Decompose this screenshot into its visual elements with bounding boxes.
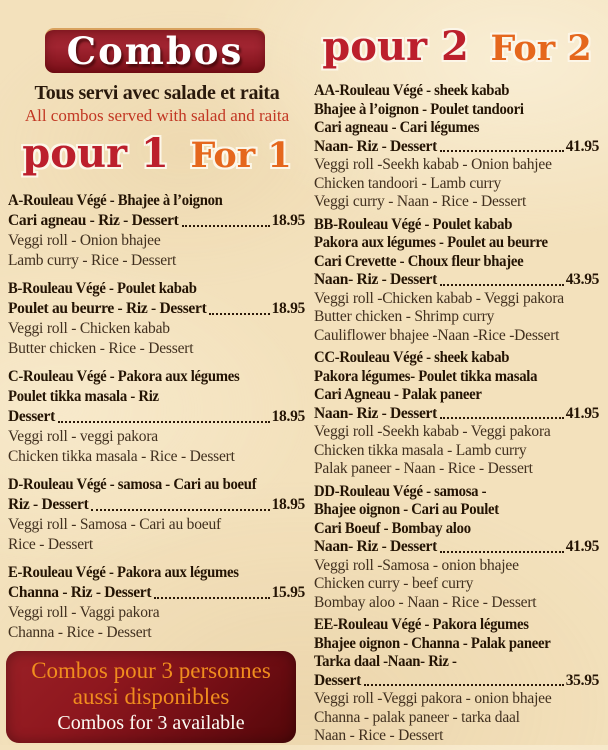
section-price-row (314, 271, 599, 290)
section-price-text: Cari agneau - Riz - Dessert (8, 212, 179, 229)
menu-section-a (8, 191, 308, 271)
sections-pour-2 (312, 82, 602, 746)
dot-leader (440, 150, 564, 152)
section-detail-line: Veggi roll -Samosa - onion bhajee (314, 556, 519, 574)
section-detail-line: Veggi roll - Samosa - Cari au boeuf (8, 516, 221, 533)
section-detail-line: Channa - palak paneer - tarka daal (314, 708, 520, 726)
dot-leader (440, 417, 564, 419)
heading-pour-1 (6, 131, 308, 177)
section-header-line: Cari Crevette - Choux fleur bhajee (314, 252, 524, 270)
section-price-text: Naan- Riz - Dessert (314, 271, 438, 288)
section-price-text: Naan- Riz - Dessert (314, 137, 438, 155)
dot-leader (364, 684, 564, 686)
heading-pour-1-english: For 1 (190, 135, 292, 176)
section-header-line: Cari agneau - Cari légumes (314, 119, 480, 136)
section-price-text: Channa - Riz - Dessert (8, 584, 152, 601)
dot-leader (209, 313, 269, 315)
combos-title: Combos (66, 29, 244, 73)
menu-section-c (8, 367, 308, 467)
section-header-line: DD-Rouleau Végé - samosa - (314, 482, 487, 500)
section-detail-line: Veggi roll - Chicken kabab (8, 320, 170, 337)
section-price-value: 41.95 (565, 137, 600, 155)
combos-for-3-box (6, 651, 296, 743)
dot-leader (91, 509, 269, 511)
section-price-text: Naan- Riz - Dessert (314, 404, 438, 422)
column-pour-1 (6, 0, 308, 743)
section-detail-line: Cauliflower bhajee -Naan -Rice -Dessert (314, 326, 560, 344)
section-detail-line: Chicken curry - beef curry (314, 575, 474, 592)
section-detail-line: Butter chicken - Rice - Dessert (8, 340, 194, 357)
heading-pour-1-french: pour 1 (22, 130, 169, 177)
combos-for-3-english-line: Combos for 3 available (57, 712, 245, 734)
dot-leader (154, 597, 269, 599)
section-price-value: 18.95 (271, 496, 305, 513)
heading-pour-2 (312, 24, 602, 70)
section-header-line: Pakora aux légumes - Poulet au beurre (314, 234, 548, 251)
section-header-line: Cari Agneau - Palak paneer (314, 386, 482, 403)
section-price-text: Dessert (314, 671, 361, 689)
section-price-row (8, 583, 305, 603)
subtitle-french: Tous servi avec salade et raita (34, 82, 280, 104)
section-price-value: 15.95 (271, 584, 305, 601)
section-detail-line: Chicken tandoori - Lamb curry (314, 174, 502, 192)
section-detail-line: Veggi curry - Naan - Rice - Dessert (314, 193, 527, 210)
section-price-row (8, 407, 305, 427)
heading-pour-2-english: For 2 (490, 28, 592, 69)
section-detail-line: Rice - Dessert (8, 536, 94, 553)
section-price-text: Dessert (8, 408, 55, 425)
section-detail-line: Veggi roll -Veggi pakora - onion bhajee (314, 690, 552, 707)
section-header-line: AA-Rouleau Végé - sheek kabab (314, 82, 510, 99)
section-detail-line: Veggi roll - Vaggi pakora (8, 604, 160, 621)
combos-for-3-french-line-1: Combos pour 3 personnes (31, 658, 271, 683)
section-header-line: D-Rouleau Végé - samosa - Cari au boeuf (8, 476, 257, 493)
section-detail-line: Bombay aloo - Naan - Rice - Dessert (314, 593, 537, 611)
combos-for-3-french-line-2: aussi disponibles (72, 684, 230, 709)
dot-leader (440, 284, 564, 286)
section-header-line: CC-Rouleau Végé - sheek kabab (314, 349, 510, 366)
section-price-text: Naan- Riz - Dessert (314, 538, 438, 555)
section-price-value: 43.95 (565, 271, 600, 288)
section-header-line: A-Rouleau Végé - Bhajee à l’oignon (8, 192, 223, 209)
menu-section-bb (314, 216, 602, 346)
column-pour-2 (312, 0, 602, 750)
section-detail-line: Veggi roll -Seekh kabab - Veggi pakora (314, 423, 551, 440)
section-price-value: 35.95 (565, 671, 600, 689)
section-price-row (8, 211, 305, 231)
section-header-line: Cari Boeuf - Bombay aloo (314, 519, 471, 537)
section-price-value: 18.95 (271, 300, 305, 317)
section-header-line: Poulet tikka masala - Riz (8, 388, 159, 405)
menu-section-b (8, 279, 308, 359)
dot-leader (58, 421, 270, 423)
section-detail-line: Veggi roll -Chicken kabab - Veggi pakora (314, 289, 564, 307)
section-detail-line: Chicken tikka masala - Lamb curry (314, 441, 527, 459)
section-price-text: Poulet au beurre - Riz - Dessert (8, 300, 207, 317)
section-price-row (314, 538, 599, 557)
section-header-line: E-Rouleau Végé - Pakora aux légumes (8, 564, 239, 581)
section-header-line: Bhajee oignon - Cari au Poulet (314, 501, 499, 518)
section-price-value: 41.95 (565, 404, 600, 422)
section-header-line: BB-Rouleau Végé - Poulet kabab (314, 215, 513, 233)
section-detail-line: Veggi roll - Onion bhajee (8, 232, 161, 249)
section-header-line: Bhajee oignon - Channa - Palak paneer (314, 634, 551, 652)
section-price-row (314, 405, 599, 424)
section-price-value: 41.95 (565, 538, 600, 555)
section-price-row (314, 672, 599, 691)
dot-leader (182, 225, 270, 227)
menu-section-d (8, 475, 308, 555)
menu-section-ee (314, 616, 602, 746)
section-detail-line: Veggi roll -Seekh kabab - Onion bahjee (314, 156, 552, 173)
section-header-line: Pakora légumes- Poulet tikka masala (314, 367, 538, 385)
combos-title-badge (45, 28, 265, 73)
section-price-value: 18.95 (271, 212, 305, 229)
section-detail-line: Chicken tikka masala - Rice - Dessert (8, 448, 235, 465)
dot-leader (440, 551, 564, 553)
heading-pour-2-french: pour 2 (322, 23, 469, 70)
menu-section-cc (314, 349, 602, 479)
subtitle-english: All combos served with salad and raita (24, 106, 290, 125)
section-detail-line: Channa - Rice - Dessert (8, 624, 152, 641)
section-detail-line: Lamb curry - Rice - Dessert (8, 252, 177, 269)
section-detail-line: Palak paneer - Naan - Rice - Dessert (314, 460, 533, 477)
section-header-line: Bhajee à l’oignon - Poulet tandoori (314, 100, 524, 118)
section-price-row (314, 138, 599, 157)
sections-pour-1 (6, 191, 308, 643)
section-detail-line: Veggi roll - veggi pakora (8, 428, 158, 445)
section-detail-line: Naan - Rice - Dessert (314, 727, 444, 744)
menu-section-aa (314, 82, 602, 212)
section-header-line: EE-Rouleau Végé - Pakora légumes (314, 616, 529, 633)
section-price-row (8, 299, 305, 319)
menu-section-dd (314, 483, 602, 613)
section-price-value: 18.95 (271, 408, 305, 425)
section-header-line: C-Rouleau Végé - Pakora aux légumes (8, 368, 240, 385)
menu-section-e (8, 563, 308, 643)
section-detail-line: Butter chicken - Shrimp curry (314, 308, 495, 325)
section-price-text: Riz - Dessert (8, 496, 89, 513)
section-price-row (8, 495, 305, 515)
section-header-line: B-Rouleau Végé - Poulet kabab (8, 280, 197, 297)
section-header-line: Tarka daal -Naan- Riz - (314, 653, 457, 670)
